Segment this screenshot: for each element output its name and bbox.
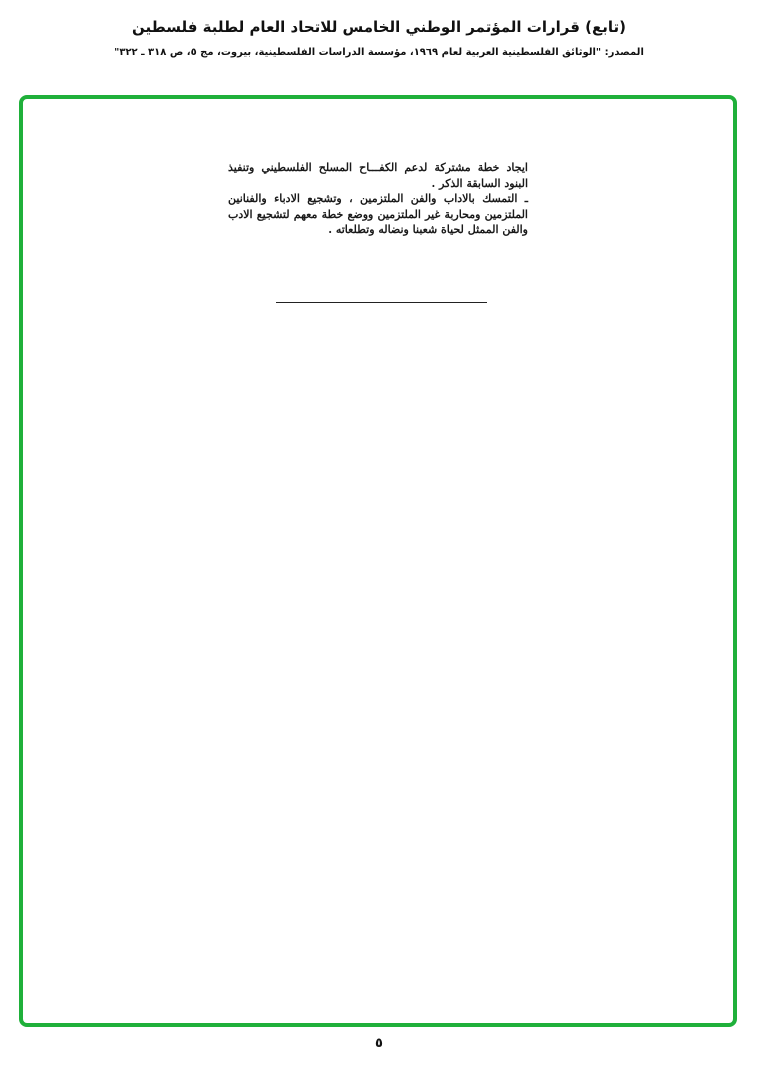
- paragraph: ـ التمسك بالاداب والفن الملتزمين ، وتشجيع الادباء والفنانين الملتزمين ومحاربة غير الملتزمين ووضع خطة معهم لتشجيع الادب والفن الممثل لحياة شعبنا ونضاله وتطلعاته .: [228, 192, 528, 236]
- page-title: (تابع) قرارات المؤتمر الوطني الخامس للاتحاد العام لطلبة فلسطين: [131, 18, 627, 36]
- page-number: ٥: [375, 1036, 383, 1051]
- source-citation: المصدر: "الوثائق الفلسطينية العربية لعام ١٩٦٩، مؤسسة الدراسات الفلسطينية، بيروت، مج ٥، ص ٣١٨ ـ ٣٢٢": [114, 47, 644, 58]
- paragraph: ايجاد خطة مشتركة لدعم الكفـــاح المسلح الفلسطيني وتنفيذ البنود السابقة الذكر .: [228, 161, 528, 190]
- document-body: [228, 160, 528, 238]
- separator-rule: [276, 302, 487, 303]
